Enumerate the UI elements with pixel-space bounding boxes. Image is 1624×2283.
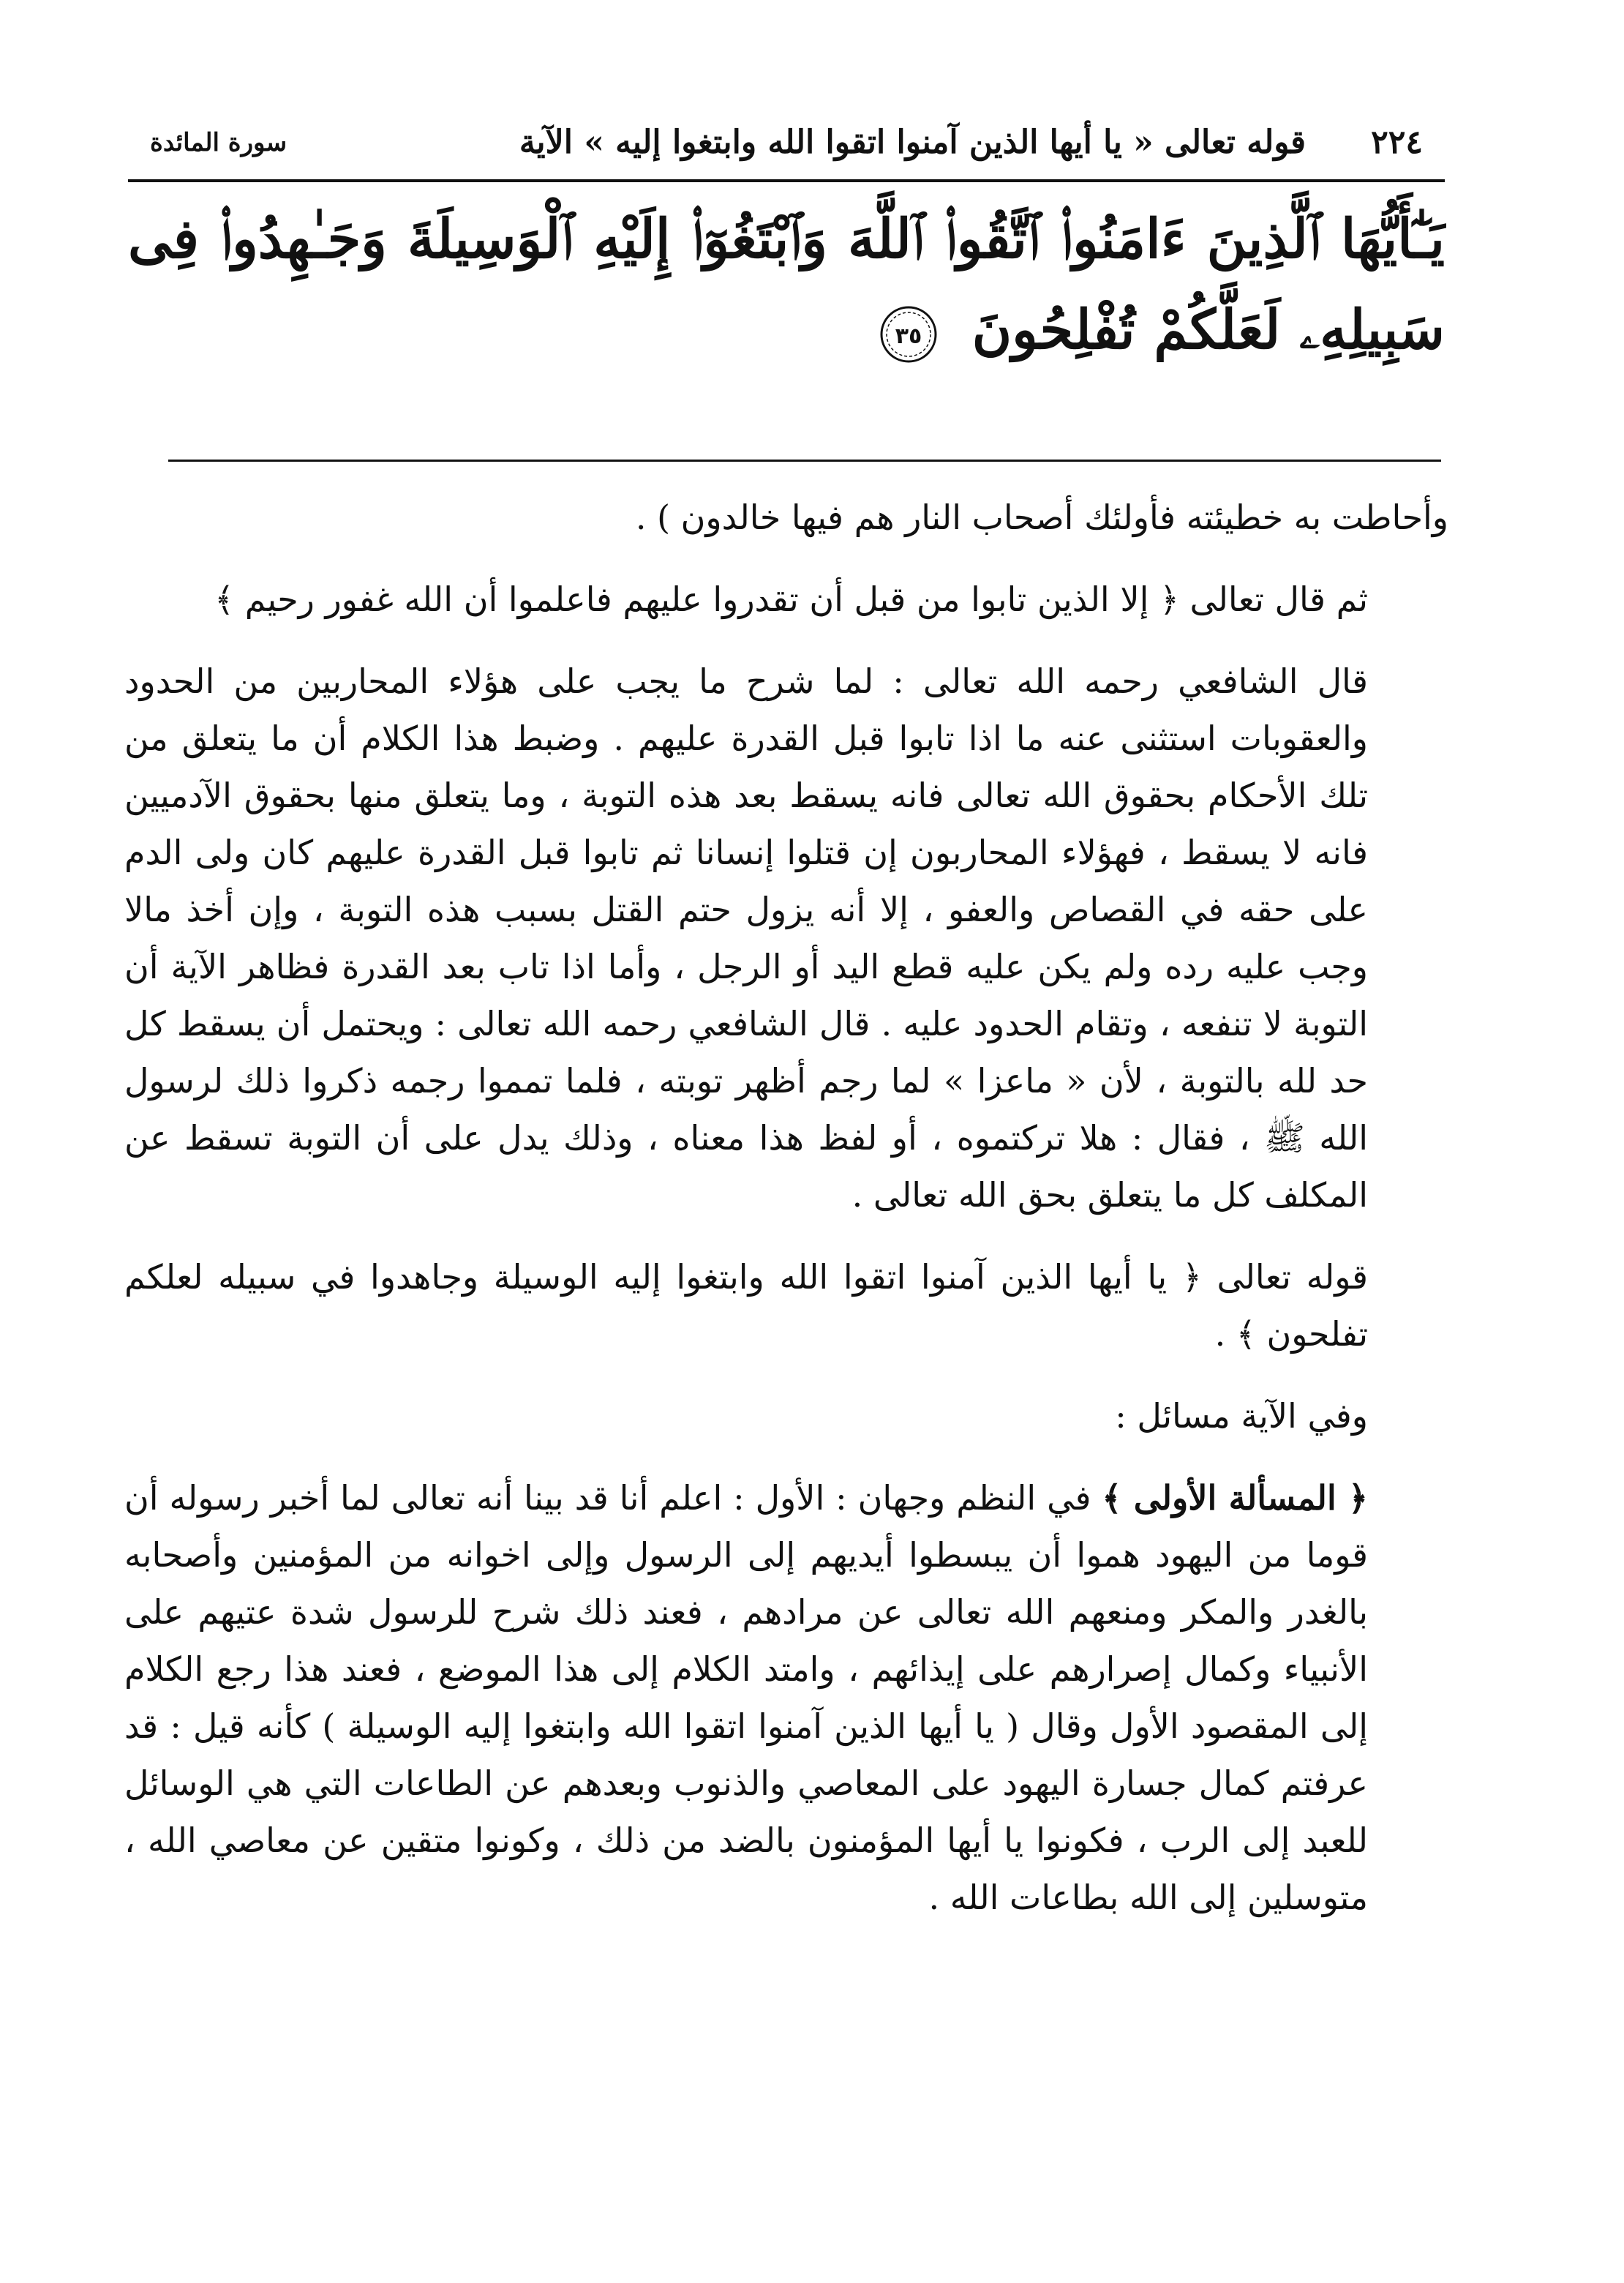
paragraph: وأحاطت به خطيئته فأولئك أصحاب النار هم فيها خالدون ) . bbox=[635, 498, 1448, 537]
quran-verse bbox=[128, 194, 1445, 375]
paragraph: قوله تعالى ﴿ يا أيها الذين آمنوا اتقوا الله وابتغوا إليه الوسيلة وجاهدوا في سبيله لعلكم تفلحون ﴾ . bbox=[124, 1257, 1368, 1354]
running-header bbox=[128, 110, 1445, 176]
header-rule bbox=[128, 179, 1445, 182]
verse-rule bbox=[168, 460, 1441, 462]
paragraph: وفي الآية مسائل : bbox=[1115, 1396, 1368, 1436]
verse-number: ٣٥ bbox=[895, 323, 922, 349]
paragraph: ثم قال تعالى ﴿ إلا الذين تابوا من قبل أن تقدروا عليهم فاعلموا أن الله غفور رحيم ﴾ bbox=[214, 580, 1368, 619]
paragraph: قال الشافعي رحمه الله تعالى : لما شرح ما يجب على هؤلاء المحاربين من الحدود والعقوبات استثنى عنه ما اذا تابوا قبل القدرة عليهم . وضبط هذا الكلام أن ما يتعلق من تلك الأحكام بحقوق الله تعالى فانه يسقط بعد هذه التوبة ، وما يتعلق منها بحقوق الآدميين فانه لا يسقط ، فهؤلاء المحاربون إن قتلوا إنسانا ثم تابوا قبل القدرة عليهم كان ولى الدم على حقه في القصاص والعفو ، إلا أنه يزول حتم القتل بسبب هذه التوبة ، وإن أخذ مالا وجب عليه رده ولم يكن عليه قطع اليد أو الرجل ، وأما اذا تاب بعد القدرة فظاهر الآية أن التوبة لا تنفعه ، وتقام الحدود عليه . قال الشافعي رحمه الله تعالى : ويحتمل أن يسقط كل حد لله بالتوبة ، لأن « ماعزا » لما رجم أظهر توبته ، فلما تمموا رجمه ذكروا ذلك لرسول الله ﷺ ، فقال : هلا تركتموه ، أو لفظ هذا معناه ، وذلك يدل على أن التوبة تسقط عن المكلف كل ما يتعلق بحق الله تعالى . bbox=[124, 661, 1368, 1215]
verse-text: يَـٰٓأَيُّهَا ٱلَّذِينَ ءَامَنُوا۟ ٱتَّقُوا۟ ٱللَّهَ وَٱبْتَغُوٓا۟ إِلَيْهِ ٱلْوَسِيلَةَ وَجَـٰهِدُوا۟ فِى سَبِيلِهِۦ لَعَلَّكُمْ تُفْلِحُونَ bbox=[128, 208, 1445, 361]
surah-name: سورة المائدة bbox=[150, 128, 287, 157]
body-text bbox=[124, 489, 1448, 1926]
issue-paragraph bbox=[124, 1469, 1448, 1926]
issue-text: في النظم وجهان : الأول : اعلم أنا قد بينا أنه تعالى لما أخبر رسوله أن قوما من اليهود هموا أن يبسطوا أيديهم إلى الرسول وإلى اخوانه من المؤمنين وأصحابه بالغدر والمكر ومنعهم الله تعالى عن مرادهم ، فعند ذلك شرح للرسول شدة عتيهم على الأنبياء وكمال إصرارهم على إيذائهم ، وامتد الكلام إلى هذا الموضع ، فعند هذا رجع الكلام إلى المقصود الأول وقال ( يا أيها الذين آمنوا اتقوا الله وابتغوا إليه الوسيلة ) كأنه قيل : قد عرفتم كمال جسارة اليهود على المعاصي والذنوب وبعدهم عن الطاعات التي هي الوسائل للعبد إلى الرب ، فكونوا يا أيها المؤمنون بالضد من ذلك ، وكونوا متقين عن معاصي الله ، متوسلين إلى الله بطاعات الله . bbox=[124, 1478, 1368, 1917]
page-number: ٢٢٤ bbox=[1371, 124, 1423, 161]
running-title: قوله تعالى « يا أيها الذين آمنوا اتقوا الله وابتغوا إليه » الآية bbox=[519, 124, 1306, 161]
issue-label: ﴿ المسألة الأولى ﴾ bbox=[1102, 1478, 1369, 1518]
verse-number-marker bbox=[879, 304, 939, 364]
